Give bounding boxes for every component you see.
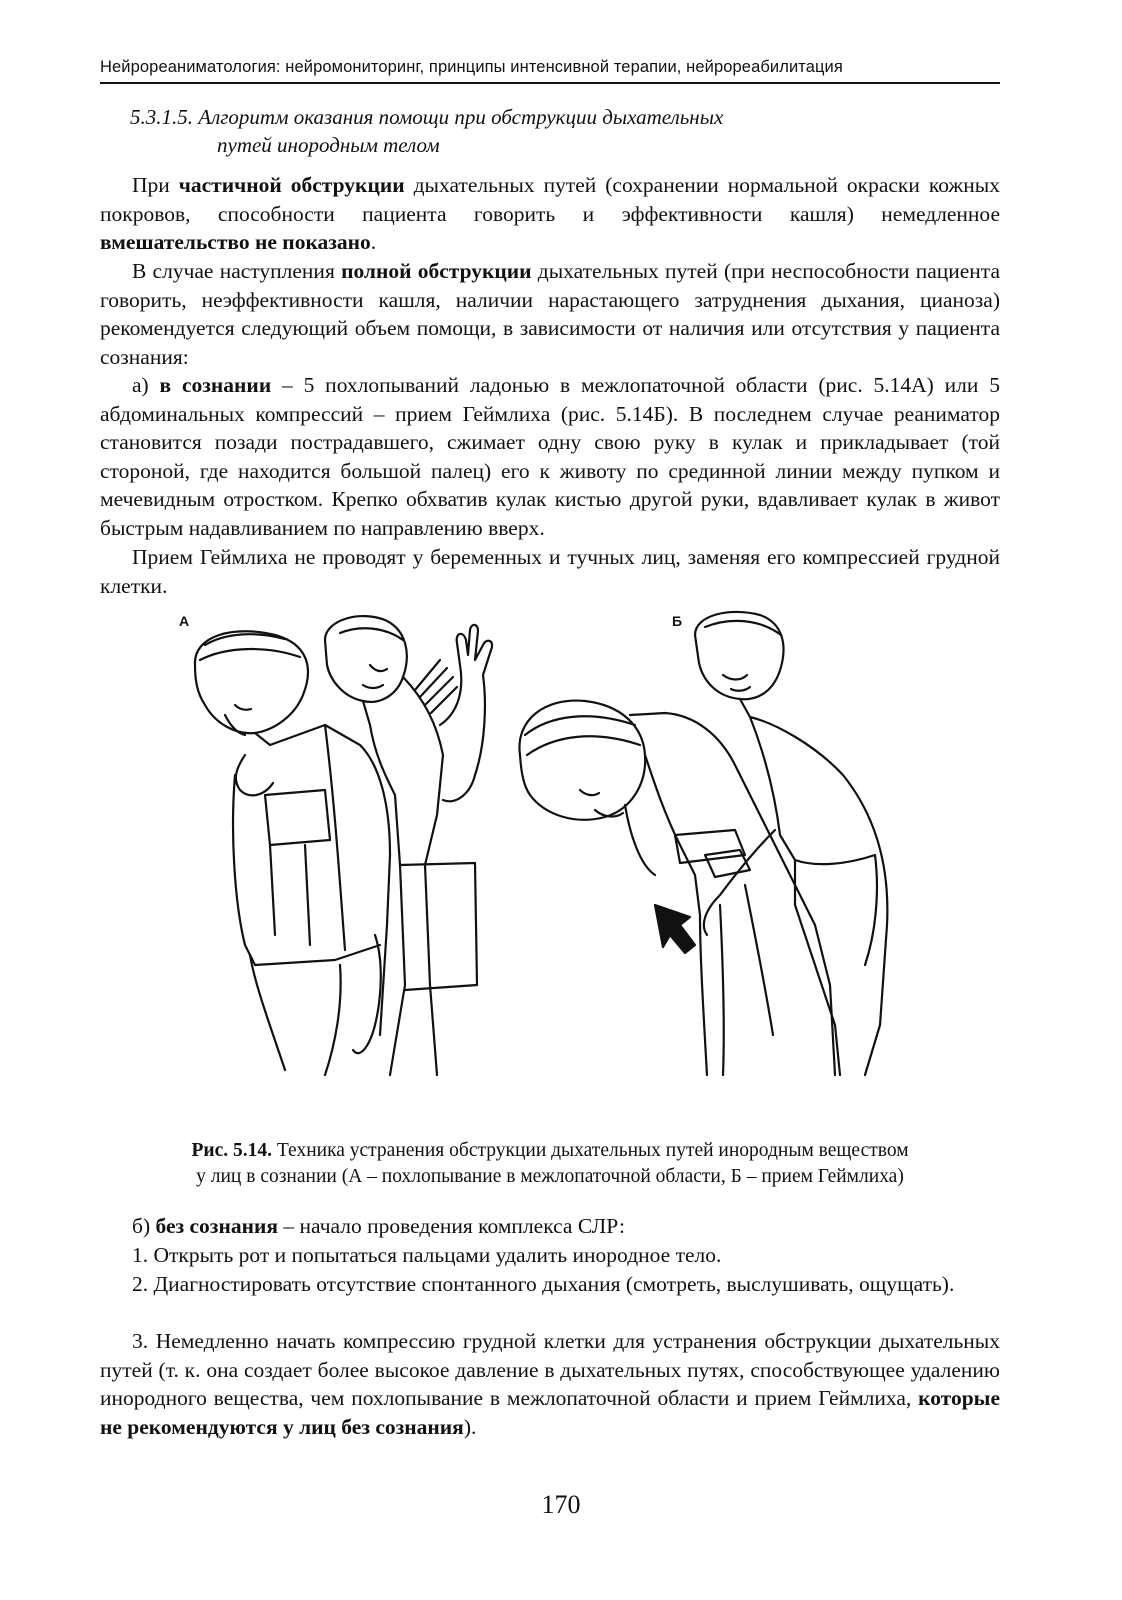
text-run: В случае наступления xyxy=(132,259,342,283)
text-run: дыхательных путей (при неспособности пациента говорить, неэффективности кашля, наличии нарастающего затруднения дыхания, цианоза) рекомендуется следующий объем помощи, в зависимости от наличия или отсутствия у пациента сознания: xyxy=(100,259,1000,369)
running-head: Нейрореаниматология: нейромониторинг, принципы интенсивной терапии, нейрореабилитация xyxy=(100,58,843,76)
paragraph-conscious xyxy=(100,371,1000,543)
caption-label: Рис. 5.14. xyxy=(191,1140,272,1161)
text-run: – 5 похлопываний ладонью в межлопаточной области (рис. 5.14А) или 5 абдоминальных компрессий – прием Геймлиха (рис. 5.14Б). В последнем случае реаниматор становится позади пострадавшего, сжимает одну свою руку в кулак и прикладывает (той стороной, где находится большой палец) его к животу по срединной линии между пупком и мечевидным отростком. Крепко обхватив кулак кистью другой руки, вдавливает кулак в живот быстрым надавливанием по направлению вверх. xyxy=(100,373,1000,540)
text-run: б) xyxy=(132,1214,156,1238)
thrust-arrow xyxy=(655,905,695,953)
bold-run: полной обструкции xyxy=(341,259,532,283)
figure-illustration xyxy=(175,605,925,1125)
text-run: – начало проведения комплекса СЛР: xyxy=(278,1214,625,1238)
figure-label-a: А xyxy=(179,613,190,629)
caption-line1 xyxy=(100,1138,1000,1164)
bold-run: частичной обструкции xyxy=(178,173,405,197)
section-title-line1: 5.3.1.5. Алгоритм оказания помощи при обструкции дыхательных xyxy=(130,105,724,129)
text-run: ). xyxy=(463,1414,477,1439)
panel-a-rescuer xyxy=(325,616,492,1075)
paragraph-complete-obstruction xyxy=(100,257,1000,371)
bold-run: в сознании xyxy=(159,373,272,397)
figure-5-14 xyxy=(175,605,925,1125)
text-run: При xyxy=(132,173,179,197)
caption-text: Техника устранения обструкции дыхательных путей инородным веществом xyxy=(272,1140,909,1161)
bold-run: вмешательство не показано xyxy=(100,230,371,255)
text-run: дыхательных путей (сохранении нормальной окраски кожных покровов, способности пациента говорить и эффективности кашля) немедленное xyxy=(100,173,1000,226)
caption-line2: у лиц в сознании (А – похлопывание в межлопаточной области, Б – прием Геймлиха) xyxy=(196,1166,904,1187)
bold-run: без сознания xyxy=(155,1214,278,1238)
step-1: 1. Открыть рот и попытаться пальцами удалить инородное тело. xyxy=(132,1243,722,1267)
step-2: 2. Диагностировать отсутствие спонтанного дыхания (смотреть, выслушивать, ощущать). xyxy=(132,1272,955,1296)
bold-run: которые не рекомендуются у лиц без сознания xyxy=(100,1386,1000,1439)
figure-label-b: Б xyxy=(672,613,683,629)
panel-a-victim xyxy=(195,631,390,1075)
paragraph-partial-obstruction xyxy=(100,171,1000,257)
figure-caption xyxy=(100,1138,1000,1190)
text-run: а) xyxy=(132,373,160,397)
text-run: 3. Немедленно начать компрессию грудной клетки для устранения обструкции дыхательных путей (т. к. она создает более высокое давление в дыхательных путях, способствующее удалению инородного вещества, чем похлопывание в межлопаточной области и прием Геймлиха, xyxy=(100,1329,1000,1411)
header-rule xyxy=(100,82,1000,84)
section-title-line2: путей инородным телом xyxy=(217,133,440,157)
paragraph-unconscious xyxy=(100,1212,1000,1241)
section-title xyxy=(130,103,890,159)
panel-b-victim xyxy=(519,701,835,1075)
page-number: 170 xyxy=(541,1490,581,1519)
step-3 xyxy=(100,1327,1000,1441)
paragraph-heimlich-contraindication xyxy=(100,543,1000,600)
text-run: . xyxy=(370,230,377,255)
text-run: Прием Геймлиха не проводят у беременных и тучных лиц, заменяя его компрессией грудной клетки. xyxy=(100,545,1000,598)
